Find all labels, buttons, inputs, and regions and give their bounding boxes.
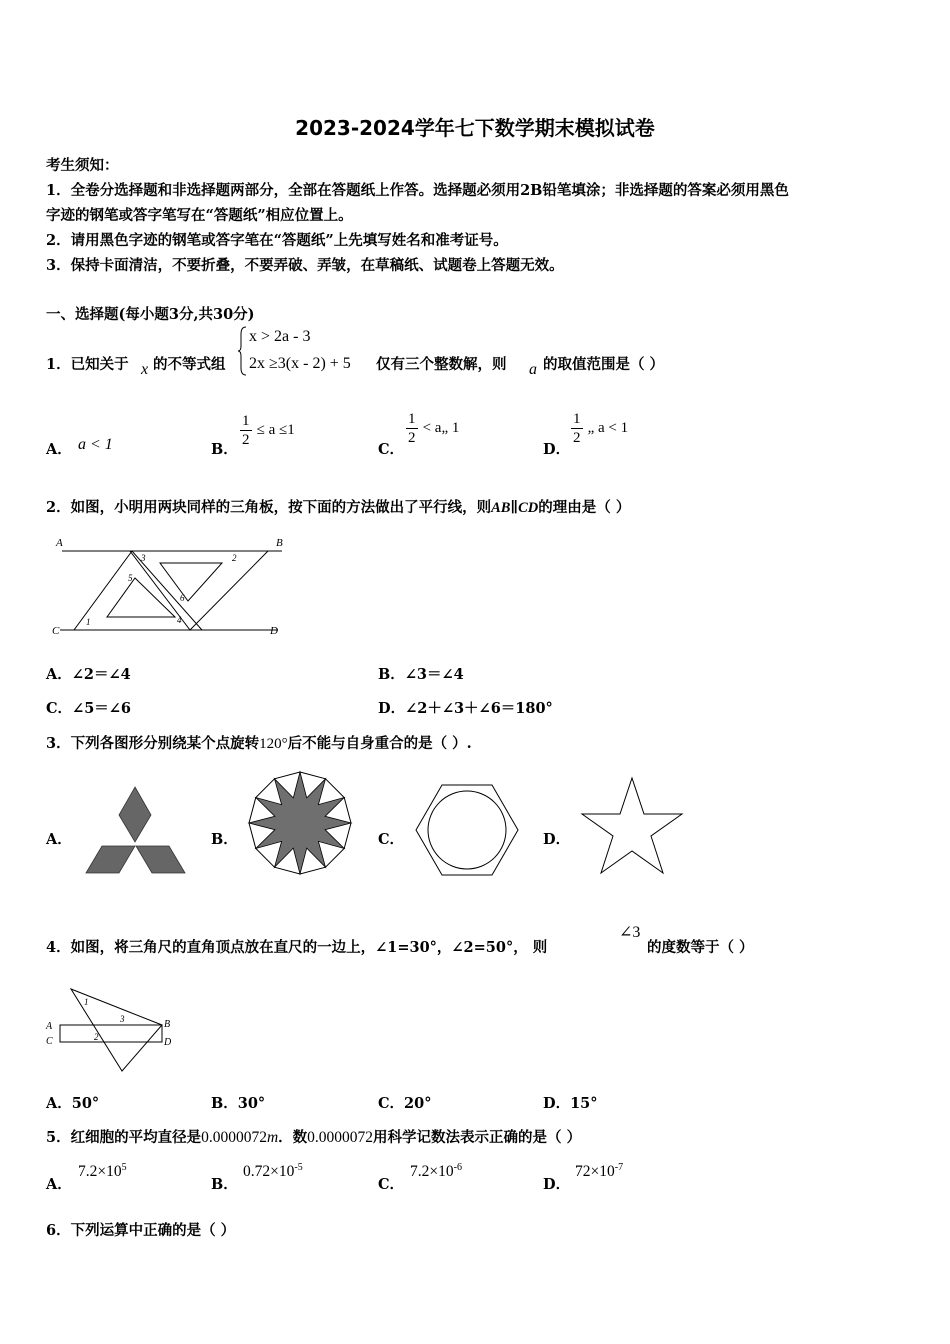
q4-option-d[interactable]: D．15° <box>543 1095 598 1112</box>
label-2: 2 <box>232 553 237 563</box>
q1-brace <box>237 326 247 376</box>
label-4: 4 <box>177 615 182 625</box>
q4-option-c[interactable]: C．20° <box>378 1095 432 1112</box>
q4-figure <box>44 987 184 1073</box>
q4-text-b: 的度数等于（ ） <box>647 939 754 956</box>
q1-option-d-label[interactable]: D． <box>543 441 571 458</box>
q3-text: 3．下列各图形分别绕某个点旋转120°后不能与自身重合的是（ ）. <box>46 735 472 752</box>
notice-line-2: 2．请用黑色字迹的钢笔或答字笔在“答题纸”上先填写姓名和准考证号。 <box>46 232 508 249</box>
label-2: 2 <box>94 1032 99 1042</box>
q1-option-a-label[interactable]: A． <box>46 441 72 458</box>
page-title: 2023-2024学年七下数学期末模拟试卷 <box>295 116 655 140</box>
label-C: C <box>52 625 60 637</box>
fraction: $\frac{1}{2}$ <box>573 411 581 446</box>
q2-figure <box>50 533 290 641</box>
label-5: 5 <box>128 573 133 583</box>
q2-option-b[interactable]: B．∠3＝∠4 <box>378 666 464 683</box>
q1-mid: 的不等式组 <box>153 356 226 373</box>
q3-figure-d[interactable] <box>580 776 684 876</box>
notice-line-1b: 字迹的钢笔或答字笔写在“答题纸”相应位置上。 <box>46 207 353 224</box>
label-D: D <box>164 1037 172 1048</box>
label-6: 6 <box>180 593 185 603</box>
q1-ineq-2: 2x ≥3(x - 2) + 5 <box>249 355 351 372</box>
q1-var-a: a <box>529 361 537 378</box>
label-3: 3 <box>120 1014 125 1024</box>
q5-option-c-label[interactable]: C． <box>378 1176 405 1193</box>
q1-option-b-label[interactable]: B． <box>211 441 238 458</box>
label-A: A <box>56 537 63 549</box>
q5-option-d[interactable]: $72\times 10^{-7}$ <box>575 1162 624 1181</box>
q5-option-a[interactable]: $7.2\times 10^5$ <box>78 1162 127 1181</box>
q3-figure-a[interactable] <box>84 785 188 877</box>
label-B: B <box>276 537 283 549</box>
q3-option-d[interactable]: D． <box>543 831 571 848</box>
brace-icon <box>237 326 247 376</box>
q4-text: 4．如图，将三角尺的直角顶点放在直尺的一边上，∠1=30°，∠2=50°， 则 <box>46 939 548 956</box>
notice-heading: 考生须知： <box>46 157 119 174</box>
q2-option-c[interactable]: C．∠5＝∠6 <box>46 700 132 717</box>
q4-option-a[interactable]: A．50° <box>46 1095 100 1112</box>
label-A: A <box>46 1021 53 1032</box>
q1-suffix-1: 仅有三个整数解，则 <box>376 356 507 373</box>
q1-suffix-2: 的取值范围是（ ） <box>543 356 665 373</box>
label-1: 1 <box>84 997 89 1007</box>
q1-ineq-1: x > 2a - 3 <box>249 328 311 345</box>
q3-option-b[interactable]: B． <box>211 831 238 848</box>
q5-option-b-label[interactable]: B． <box>211 1176 238 1193</box>
q3-figure-c[interactable] <box>414 783 520 877</box>
q4-angle-3: ∠3 <box>619 924 641 941</box>
q2-text: 2．如图，小明用两块同样的三角板，按下面的方法做出了平行线，则AB∥CD的理由是（ ） <box>46 499 631 516</box>
q1-option-c-label[interactable]: C． <box>378 441 405 458</box>
label-C: C <box>46 1036 53 1047</box>
notice-line-3: 3．保持卡面清洁，不要折叠，不要弄破、弄皱，在草稿纸、试题卷上答题无效。 <box>46 257 564 274</box>
q1-option-d[interactable]: $\frac{1}{2}$ „ a < 1 <box>573 411 629 446</box>
q3-option-c[interactable]: C． <box>378 831 405 848</box>
label-3: 3 <box>141 553 146 563</box>
q5-option-a-label[interactable]: A． <box>46 1176 72 1193</box>
label-1: 1 <box>86 617 91 627</box>
q3-option-a[interactable]: A． <box>46 831 72 848</box>
q5-option-c[interactable]: $7.2\times 10^{-6}$ <box>410 1162 462 1181</box>
q1-option-b[interactable]: $\frac{1}{2}$ ≤ a ≤1 <box>242 413 295 448</box>
q1-var-x: x <box>141 361 149 378</box>
q1-option-a[interactable]: a < 1 <box>78 436 113 453</box>
q1-prefix: 1．已知关于 <box>46 356 129 373</box>
q5-option-d-label[interactable]: D． <box>543 1176 571 1193</box>
label-B: B <box>164 1019 171 1030</box>
q5-option-b[interactable]: $0.72\times 10^{-5}$ <box>243 1162 303 1181</box>
q3-figure-b[interactable] <box>247 770 353 876</box>
q6-text: 6．下列运算中正确的是（ ） <box>46 1222 236 1239</box>
notice-line-1a: 1．全卷分选择题和非选择题两部分，全部在答题纸上作答。选择题必须用2B铅笔填涂；非选择题的答案必须用黑色 <box>46 182 789 199</box>
q2-option-d[interactable]: D．∠2＋∠3＋∠6＝180° <box>378 700 553 717</box>
q2-option-a[interactable]: A．∠2＝∠4 <box>46 666 131 683</box>
q5-text: 5．红细胞的平均直径是0.0000072m．数0.0000072用科学记数法表示正确的是（ ） <box>46 1129 582 1146</box>
fraction: $\frac{1}{2}$ <box>242 413 250 448</box>
section-heading: 一、选择题(每小题3分,共30分) <box>46 306 255 323</box>
label-D: D <box>270 625 278 637</box>
fraction: $\frac{1}{2}$ <box>408 411 416 446</box>
q4-option-b[interactable]: B．30° <box>211 1095 266 1112</box>
q1-option-c[interactable]: $\frac{1}{2}$ < a„ 1 <box>408 411 460 446</box>
